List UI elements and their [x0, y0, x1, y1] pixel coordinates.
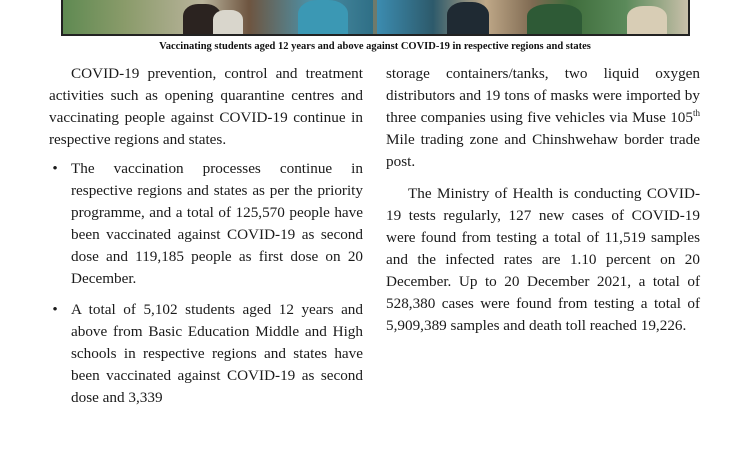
person-figure: [527, 4, 582, 34]
vaccination-photo-left: [63, 0, 373, 34]
imports-paragraph: [386, 63, 700, 173]
figure-caption: Vaccinating students aged 12 years and above against COVID-19 in respective regions and states: [159, 41, 591, 52]
list-item-text: The vaccination processes continue in respective regions and states as per the priority programme, and a total of 125,570 people have been vaccinated against COVID-19 as second dose and 119,185 people as first dose on 20 December.: [71, 160, 363, 287]
right-column: [386, 63, 700, 337]
bullet-list: [49, 158, 363, 409]
imports-text: storage containers/tanks, two liquid oxygen distributors and 19 tons of masks were imported by three companies using five vehicles via Muse 105: [386, 65, 700, 126]
list-item-text: A total of 5,102 students aged 12 years and above from Basic Education Middle and High schools in respective regions and states have been vaccinated against COVID-19 as second dose and 3,339: [71, 301, 363, 406]
list-item: [49, 158, 363, 290]
bullet-icon: •: [52, 301, 58, 318]
bullet-icon: •: [52, 160, 58, 177]
person-figure: [298, 0, 348, 34]
person-figure: [213, 10, 243, 34]
vaccination-photo-strip: [61, 0, 690, 36]
intro-paragraph: COVID-19 prevention, control and treatment activities such as opening quarantine centres and vaccinating people against COVID-19 continue in respective regions and states.: [49, 65, 363, 148]
vaccination-photo-right: [377, 0, 688, 34]
left-column: [49, 63, 363, 409]
list-item: [49, 299, 363, 409]
person-figure: [627, 6, 667, 34]
imports-text-tail: Mile trading zone and Chinshwehaw border trade post.: [386, 131, 700, 170]
ordinal-suffix: th: [692, 107, 700, 118]
person-figure: [447, 2, 489, 34]
testing-paragraph: The Ministry of Health is conducting COVID-19 tests regularly, 127 new cases of COVID-19 were found from testing a total of 11,519 samples and the infected rates are 1.10 percent on 20 December. Up to 20 December 2021, a total of 528,380 cases were found from testing a total of 5,909,389 samples and death toll reached 19,226.: [386, 185, 700, 334]
